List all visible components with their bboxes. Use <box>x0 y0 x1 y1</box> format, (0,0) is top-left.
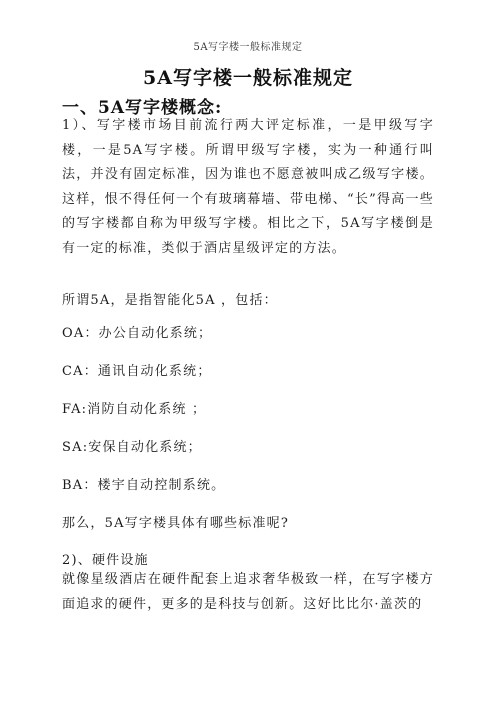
paragraph-hardware: 就像星级酒店在硬件配套上追求奢华极致一样，在写字楼方面追求的硬件，更多的是科技与创新。这好比比尔·盖茨的 <box>62 572 434 612</box>
list-item-oa: OA：办公自动化系统； <box>62 326 213 341</box>
section-heading-concept: 一、5A写字楼概念: <box>62 98 223 118</box>
paragraph-market-standards: 1）、写字楼市场目前流行两大评定标准，一是甲级写字楼，一是5A写字楼。所谓甲级写字楼，实为一种通行叫法，并没有固定标准，因为谁也不愿意被叫成乙级写字楼。这样，恨不得任何一个有玻璃幕墙、带电梯、“长”得高一些的写字楼都自称为甲级写字楼。相比之下，5A写字楼倒是有一定的标准，类似于酒店星级评定的方法。 <box>62 118 434 256</box>
document-title: 5A写字楼一般标准规定 <box>143 67 353 89</box>
list-item-sa: SA:安保自动化系统； <box>62 440 202 455</box>
list-item-fa: FA:消防自动化系统 ； <box>62 402 207 417</box>
question-line: 那么，5A写字楼具体有哪些标准呢? <box>62 516 290 531</box>
list-item-ba: BA：楼宇自动控制系统。 <box>62 478 226 493</box>
intro-5a-line: 所谓5A，是指智能化5A ，包括： <box>62 293 278 308</box>
running-header: 5A写字楼一般标准规定 <box>193 42 303 53</box>
subsection-heading-hardware: 2)、硬件设施 <box>62 553 149 568</box>
list-item-ca: CA：通讯自动化系统； <box>62 364 212 379</box>
